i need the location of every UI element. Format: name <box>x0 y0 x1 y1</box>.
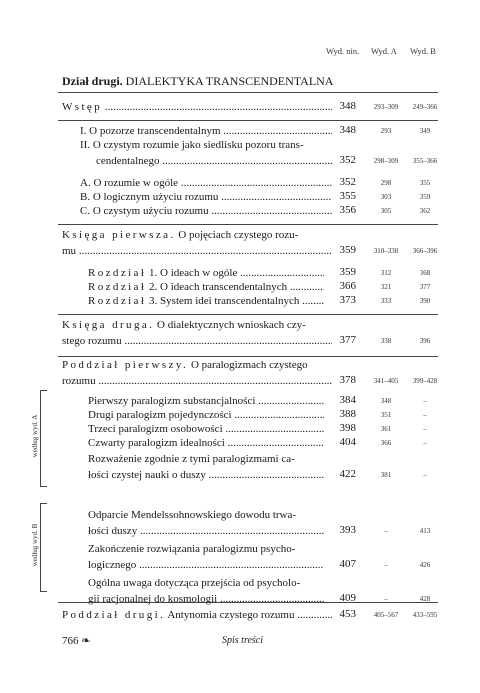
page-b: 428 <box>419 595 431 603</box>
toc-entry-text: A. O rozumie w ogóle <box>80 177 179 189</box>
page-nin: 352 <box>339 154 356 166</box>
toc-entry-continuation: rozumu ..... <box>62 374 332 388</box>
side-label-a: według wyd. A <box>31 414 39 458</box>
page-a: 312 <box>380 269 392 277</box>
col-head-b: Wyd. B <box>410 46 436 56</box>
toc-entry-text: Antynomia czystego rozumu <box>165 609 295 621</box>
page-nin: 388 <box>339 408 356 420</box>
toc-entry-label <box>62 318 332 332</box>
page-a: 298–309 <box>373 157 399 165</box>
toc-entry-continuation: gii racjonalnej do kosmologii ..... <box>88 592 324 606</box>
divider <box>58 314 438 315</box>
toc-entry-spaced: Rozdział <box>88 281 147 293</box>
toc-entry-label <box>88 452 324 466</box>
toc-entry-text: Rozważenie zgodnie z tymi paralogizmami ca- <box>88 453 295 465</box>
toc-entry-text: II. O czystym rozumie jako siedlisku pozoru trans- <box>80 139 304 151</box>
toc-entry-text: Trzeci paralogizm osobowości <box>88 423 223 435</box>
page-b: 433–595 <box>412 611 438 619</box>
toc-entry-text: O paralogizmach czystego <box>188 359 308 371</box>
page-b: 396 <box>419 337 431 345</box>
toc-entry-label <box>88 422 324 436</box>
page-nin: 393 <box>339 524 356 536</box>
page-nin: 407 <box>339 558 356 570</box>
title-bold: Dział drugi. <box>62 74 123 88</box>
page-b: 426 <box>419 561 431 569</box>
page-b: – <box>423 411 427 419</box>
toc-entry-text: 1. O ideach w ogóle <box>146 267 238 279</box>
toc-entry-continuation: mu ..... <box>62 244 332 258</box>
divider <box>58 92 438 93</box>
page-a: 341–405 <box>373 377 399 385</box>
page-b: – <box>423 397 427 405</box>
toc-entry-continuation: łości czystej nauki o duszy ..... <box>88 468 324 482</box>
toc-entry-text: 3. System idei transcendentalnych <box>146 295 300 307</box>
page-nin: 352 <box>339 176 356 188</box>
toc-entry-label <box>88 394 324 408</box>
toc-entry-label <box>88 280 324 294</box>
page-a: 321 <box>380 283 392 291</box>
toc-entry-text: B. O logicznym użyciu rozumu <box>80 191 219 203</box>
page-number: 766 ❧ <box>62 635 91 647</box>
page-b: 399–428 <box>412 377 438 385</box>
page-nin: 404 <box>339 436 356 448</box>
page-a: 293–309 <box>373 103 399 111</box>
page-a: 333 <box>380 297 392 305</box>
toc-entry-label <box>80 176 332 190</box>
toc-entry-text: 2. O ideach transcendentalnych <box>146 281 288 293</box>
toc-entry-text: O pojęciach czystego rozu- <box>175 229 299 241</box>
toc-entry-label <box>62 608 332 622</box>
toc-entry-spaced: Poddział drugi. <box>62 609 166 621</box>
toc-entry-label <box>88 266 324 280</box>
page-nin: 366 <box>339 280 356 292</box>
col-head-a: Wyd. A <box>371 46 397 56</box>
page-a: – <box>384 561 388 569</box>
page-nin: 348 <box>339 124 356 136</box>
toc-entry-text: Zakończenie rozwiązania paralogizmu psycho- <box>88 543 296 555</box>
toc-entry-label <box>80 124 332 138</box>
page-nin: 373 <box>339 294 356 306</box>
page-b: 249–366 <box>412 103 438 111</box>
toc-entry-spaced: Poddział pierwszy. <box>62 359 189 371</box>
toc-entry-label <box>80 190 332 204</box>
page-b: 355–366 <box>412 157 438 165</box>
page-a: 338 <box>380 337 392 345</box>
page-b: 359 <box>419 193 431 201</box>
toc-entry-label <box>88 542 324 556</box>
page-a: 310–338 <box>373 247 399 255</box>
divider <box>58 356 438 357</box>
col-head-nin: Wyd. nin. <box>326 46 360 56</box>
toc-entry-spaced: Rozdział <box>88 267 147 279</box>
title-rest: DIALEKTYKA TRANSCENDENTALNA <box>125 74 334 88</box>
page-nin: 409 <box>339 592 356 604</box>
page-a: 293 <box>380 127 392 135</box>
toc-entry-label <box>80 204 332 218</box>
divider <box>58 602 438 603</box>
page-nin: 359 <box>339 244 356 256</box>
page-a: – <box>384 527 388 535</box>
toc-entry-text: O dialektycznych wnioskach czy- <box>154 319 306 331</box>
page-nin: 422 <box>339 468 356 480</box>
divider <box>58 120 438 121</box>
page-b: 355 <box>419 179 431 187</box>
page-a: 303 <box>380 193 392 201</box>
toc-entry-label <box>88 436 324 450</box>
page-b: 377 <box>419 283 431 291</box>
toc-entry-text: Pierwszy paralogizm substancjalności <box>88 395 256 407</box>
toc-entry-label <box>62 358 332 372</box>
toc-entry-spaced: Rozdział <box>88 295 147 307</box>
page-b: 362 <box>419 207 431 215</box>
toc-entry-text: Ogólna uwaga dotycząca przejścia od psycholo- <box>88 577 301 589</box>
page-a: – <box>384 595 388 603</box>
toc-entry-continuation: łości duszy ..... <box>88 524 324 538</box>
toc-entry-label <box>88 508 324 522</box>
page-b: 390 <box>419 297 431 305</box>
page-b: 366–396 <box>412 247 438 255</box>
divider <box>58 224 438 225</box>
toc-entry-continuation: stego rozumu ..... <box>62 334 332 348</box>
toc-entry-label <box>80 138 332 152</box>
page-nin: 377 <box>339 334 356 346</box>
toc-entry-text: Drugi paralogizm pojedynczości <box>88 409 232 421</box>
side-label-b: według wyd. B <box>31 523 39 567</box>
page-nin: 384 <box>339 394 356 406</box>
page-a: 405–567 <box>373 611 399 619</box>
page-nin: 378 <box>339 374 356 386</box>
bracket-a <box>40 390 47 487</box>
toc-entry-continuation: logicznego ..... <box>88 558 324 572</box>
page-nin: 355 <box>339 190 356 202</box>
toc-entry-label <box>88 294 324 308</box>
bracket-b <box>40 503 47 592</box>
page-b: 413 <box>419 527 431 535</box>
toc-entry-label <box>62 100 332 114</box>
page-b: 368 <box>419 269 431 277</box>
page-nin: 356 <box>339 204 356 216</box>
page-nin: 453 <box>339 608 356 620</box>
page-a: 381 <box>380 471 392 479</box>
page-a: 366 <box>380 439 392 447</box>
toc-entry-label <box>88 576 324 590</box>
running-footer: Spis treści <box>222 635 264 646</box>
page-a: 361 <box>380 425 392 433</box>
toc-entry-text: I. O pozorze transcendentalnym <box>80 125 221 137</box>
page-b: – <box>423 439 427 447</box>
section-title <box>62 74 333 89</box>
toc-entry-label <box>62 228 332 242</box>
toc-entry-continuation: cendentalnego ..... <box>96 154 332 168</box>
toc-entry-text: Wstęp <box>62 101 103 113</box>
toc-entry-spaced: Księga druga. <box>62 319 155 331</box>
toc-entry-label <box>88 408 324 422</box>
page-b: 349 <box>419 127 431 135</box>
toc-entry-text: C. O czystym użyciu rozumu <box>80 205 209 217</box>
page-nin: 398 <box>339 422 356 434</box>
page-nin: 348 <box>339 100 356 112</box>
page-a: 351 <box>380 411 392 419</box>
page-nin: 359 <box>339 266 356 278</box>
page-a: 298 <box>380 179 392 187</box>
page-a: 305 <box>380 207 392 215</box>
page-b: – <box>423 471 427 479</box>
toc-entry-text: Odparcie Mendelssohnowskiego dowodu trwa- <box>88 509 297 521</box>
toc-entry-text: Czwarty paralogizm idealności <box>88 437 225 449</box>
page-a: 348 <box>380 397 392 405</box>
toc-entry-spaced: Księga pierwsza. <box>62 229 176 241</box>
page-b: – <box>423 425 427 433</box>
